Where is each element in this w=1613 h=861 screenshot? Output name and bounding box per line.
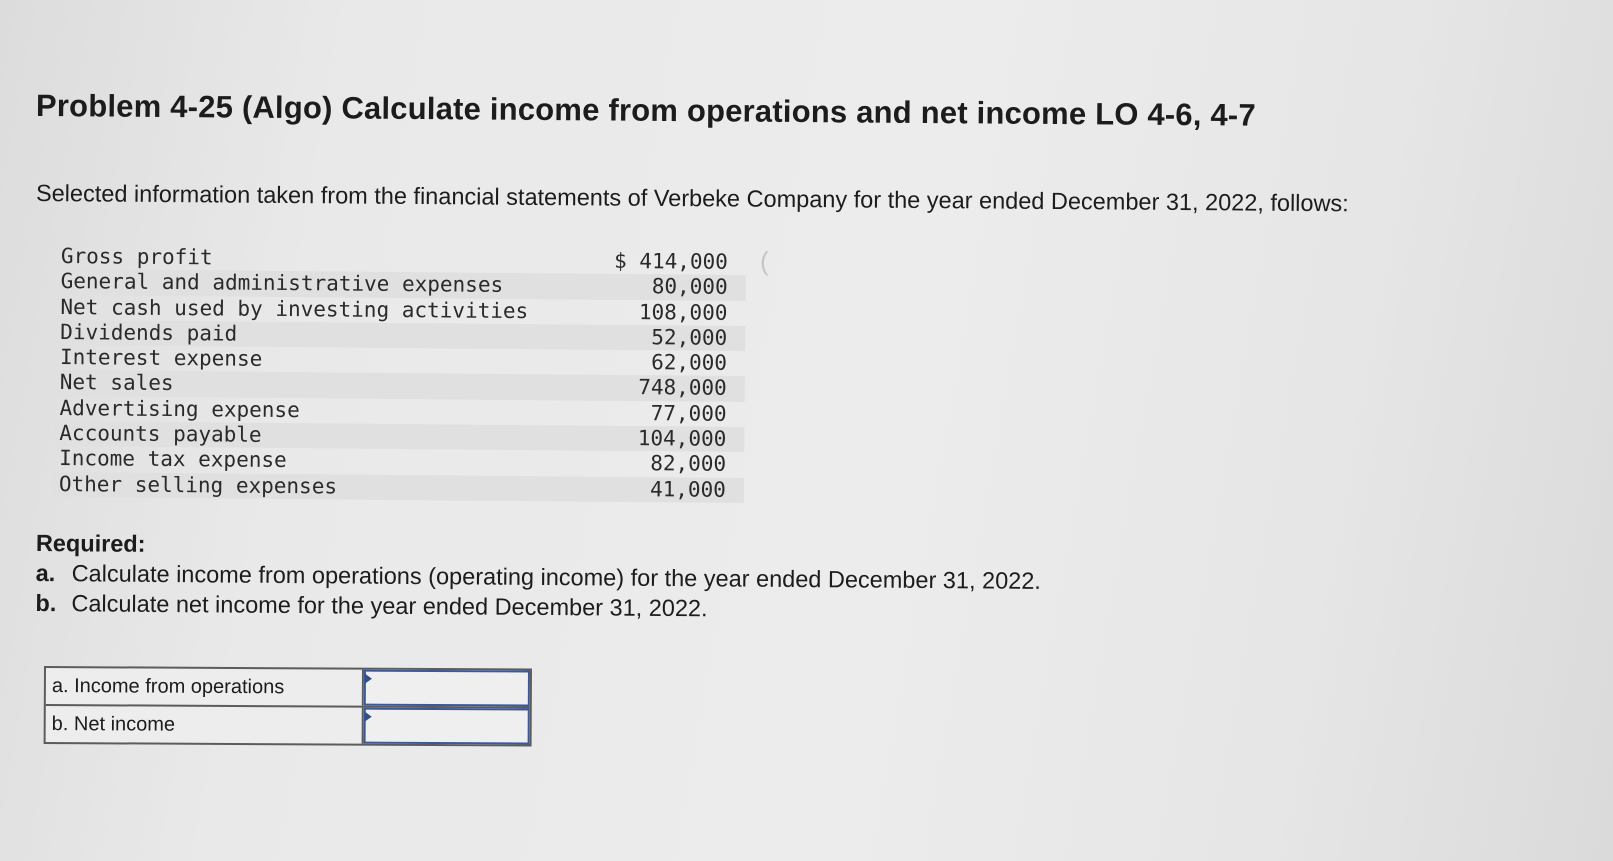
item-label: Net cash used by investing activities <box>60 294 529 323</box>
requirement-letter: a. <box>35 559 56 587</box>
income-from-operations-input[interactable] <box>364 670 530 707</box>
item-value: 82,000 <box>650 451 727 477</box>
item-value: 748,000 <box>638 375 727 401</box>
answer-label: a. Income from operations <box>46 668 364 706</box>
answer-row <box>46 668 530 707</box>
item-label: Accounts payable <box>59 421 262 447</box>
item-label: General and administrative expenses <box>60 269 504 298</box>
item-label: Income tax expense <box>59 446 287 473</box>
item-label: Gross profit <box>60 244 213 270</box>
item-label: Net sales <box>59 370 174 396</box>
item-label: Dividends paid <box>60 319 238 346</box>
financial-data-table <box>54 244 746 503</box>
answer-row <box>46 704 530 745</box>
item-value: 80,000 <box>651 274 728 300</box>
required-section <box>35 528 1041 626</box>
pencil-mark: ( <box>760 246 769 276</box>
problem-intro: Selected information taken from the financial statements of Verbeke Company for the year ended December 31, 2022, follows: <box>35 180 1349 217</box>
item-value: 41,000 <box>649 476 726 502</box>
item-label: Interest expense <box>59 345 263 371</box>
answer-table <box>44 666 532 747</box>
item-value: 77,000 <box>650 400 727 426</box>
item-value: 52,000 <box>651 325 728 350</box>
net-income-input[interactable] <box>364 708 530 745</box>
required-heading: Required: <box>35 529 146 557</box>
requirement-text: Calculate net income for the year ended December 31, 2022. <box>71 590 708 622</box>
table-row <box>54 472 744 503</box>
item-value: $ 414,000 <box>613 248 728 274</box>
requirement-text: Calculate income from operations (operating income) for the year ended December 31, 2022. <box>71 560 1041 594</box>
problem-title: Problem 4-25 (Algo) Calculate income from operations and net income LO 4-6, 4-7 <box>35 88 1256 133</box>
item-value: 104,000 <box>637 426 727 451</box>
requirement-letter: b. <box>35 589 57 617</box>
item-value: 62,000 <box>651 350 728 376</box>
answer-label: b. Net income <box>46 706 364 744</box>
item-label: Other selling expenses <box>58 471 338 499</box>
item-value: 108,000 <box>638 299 728 325</box>
item-label: Advertising expense <box>59 395 300 422</box>
